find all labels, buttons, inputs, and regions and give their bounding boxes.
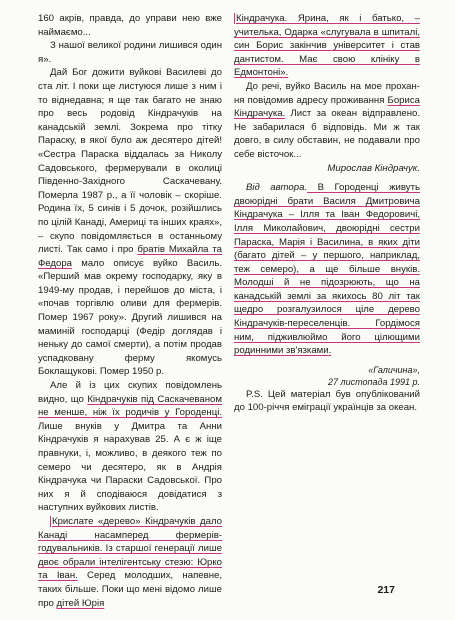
source-date: 27 листопада 1991 р. [328, 376, 420, 387]
postscript: P.S. Цей матеріал був опублікований до 100-річчя еміграції українців за океан. [234, 388, 420, 414]
author-signature: Мирослав Кіндрачук. [327, 162, 420, 174]
author-note [234, 181, 420, 358]
paragraph [234, 80, 420, 162]
paragraph [234, 12, 420, 80]
right-column [234, 12, 420, 415]
text-span: До речі, вуйко Василь на мое прохання повідомив адресу проживання [234, 80, 420, 106]
highlighted-text: дітей Юрія [56, 597, 105, 609]
highlighted-text: Крислате «дерево» Кіндрачуків дало Канаді насамперед фермерів-годувальників. Із старшої генерації лише двоє обрали інтелігентську стезю: Юрко та Іван. [38, 515, 222, 582]
text-span: Лист за океан відправлено. Не забарилася б відповідь. Ми ж так довго, в силу обставин, не подавали про себе вісточок... [234, 108, 420, 160]
highlighted-text: братів Михайла та Федора [38, 244, 223, 269]
highlighted-text: Кіндрачука. Ярина, як і батько, – учителька, Одарка «слугувала в шпиталі, син Борис закінчив університет і став дантистом. Має свою клініку в Едмонтоні». [234, 13, 420, 79]
highlighted-text: Кіндрачуків під Саскачеваном не менше, ніж їх родичів у Городенці. [38, 393, 222, 419]
paragraph: 160 акрів, правда, до управи нею вже наймаємо... [38, 13, 222, 38]
text-span: Але й із цих скупих повідомлень видно, що [38, 380, 222, 405]
paragraph [38, 66, 222, 379]
text-span: Серед молодших, напевне, таких більше. Поки що мені відомо лише про [38, 570, 222, 609]
note-label: Від автора. [246, 182, 308, 194]
highlighted-text: В Городенці живуть двоюрідні брати Василя Дмитровича Кіндрачука – Ілля та Іван Федоровичі, Ілля Миколайович, двоюрідні сестри Параска, Марія і Василина, в яких діти (багато дітей – у першого, наприклад, теж семеро), а ще більше внуків. Молодші й не підозрюють, що на канадській землі за якихось 80 літ так щедро розгалузилося ціле дерево Кіндрачуків-переселенців. Гордімося ним, підживлюймо його цілющими родинними зв'язками. [234, 182, 420, 357]
source-name: «Галичина», [368, 364, 420, 375]
paragraph: З нашої великої родини лишився один я». [38, 40, 222, 65]
text-span: Дай Бог дожити вуйкові Василеві до ста літ. І поки ще листуюся лише з ним і то віднедавна; я ще так багато не знаю про весь родовід Кіндрачуків на канадській землі. Зокрема про тітку Параску, в якої було аж десятеро дітей! «Сестра Параска віддалась за Николу Садовського, фермерували в околиці Південно-Західного Саскачевану. Померла 1987 р., а її чоловік – скоріше. Родина їх, 5 синів і 5 дочок, розійшлись по цілій Канаді, Америці та інших краях», – скупо повідомляється в останньому листі. Так само і про [38, 67, 222, 256]
paragraph [38, 379, 222, 515]
left-column [38, 12, 222, 610]
paragraph [38, 515, 222, 610]
highlighted-text: Бориса Кіндрачука. [234, 94, 420, 120]
source-citation [234, 364, 420, 388]
text-span: мало описує вуйко Василь. «Перший мав окрему господарку, яку в 1949-му продав, і перейшов до міста, і «почав торгівлю оливи для фермерів. Помер 1967 року». Другий лишився на маминій господарці (Федір доглядав і неньку до самої смерти), а потім продав успадковану ферму якомусь Боклащукові. Помер 1950 р. [38, 257, 222, 378]
text-span: Лише внуків у Дмитра та Анни Кіндрачуків я нарахував 25. А є ж іще правнуки, і, можливо, в деякого теж по семеро чи десятеро, як в Андрія Кіндрачука чи Параски Садовської. Про них я й сподіваюся довідатися з наступних вуйкових листів. [38, 420, 222, 514]
page-number: 217 [377, 584, 395, 596]
